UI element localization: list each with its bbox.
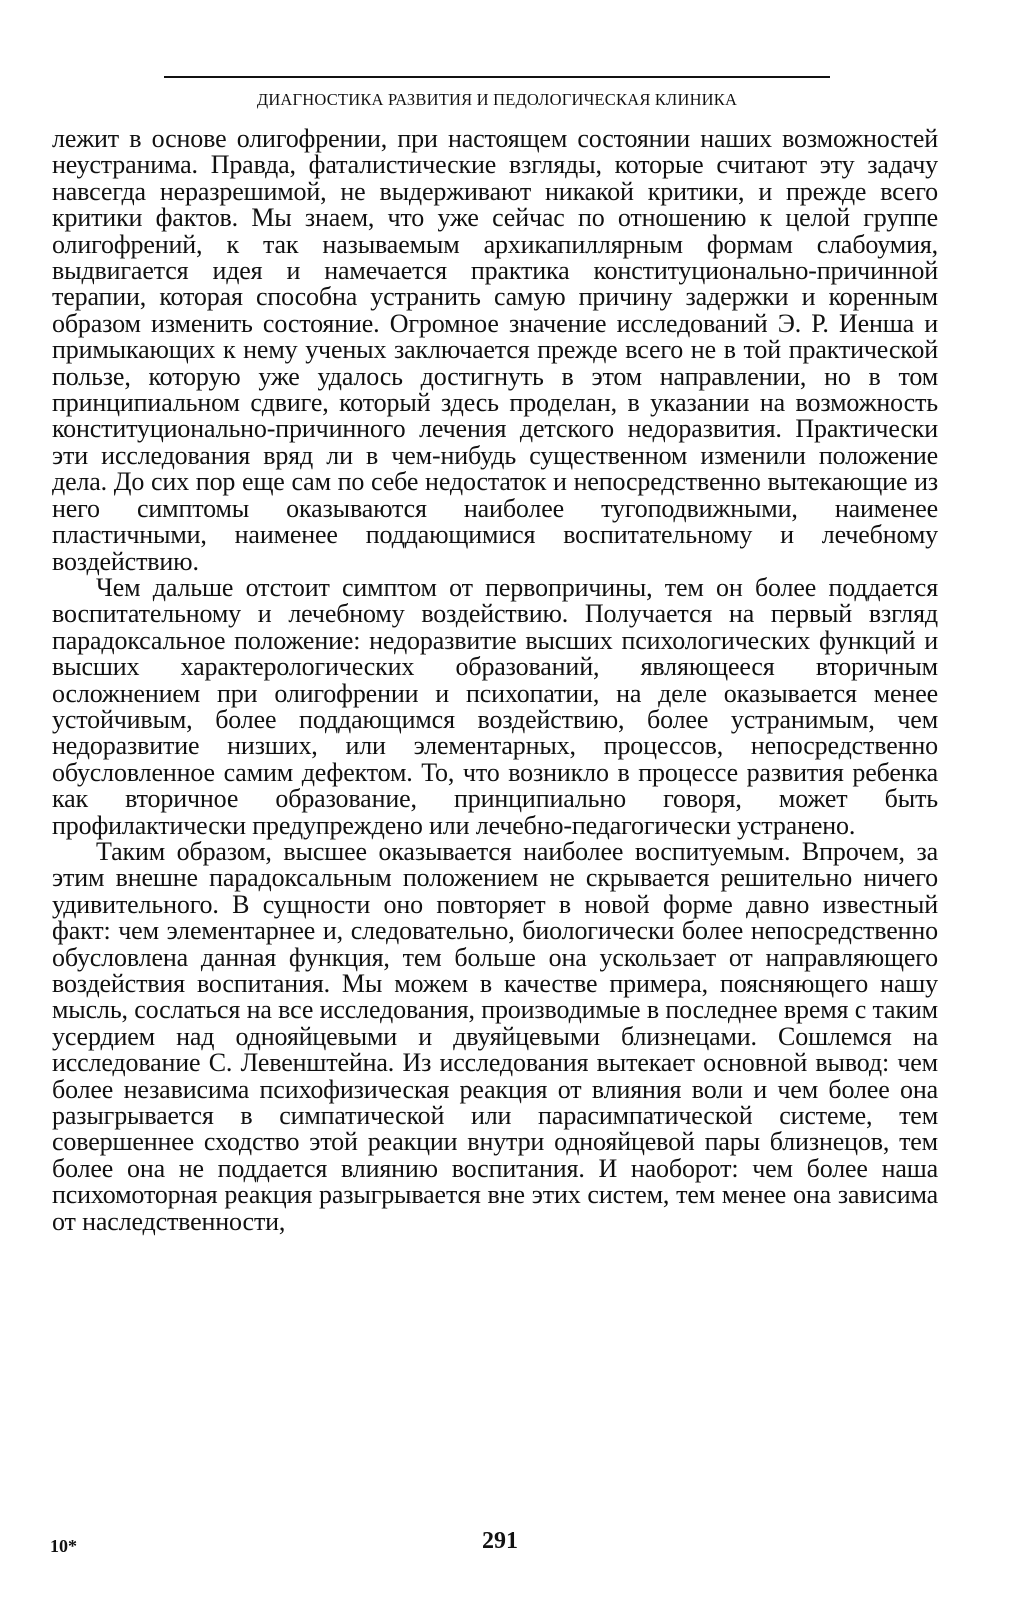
running-head: ДИАГНОСТИКА РАЗВИТИЯ И ПЕДОЛОГИЧЕСКАЯ КЛИНИКА <box>256 90 738 109</box>
page-number: 291 <box>482 1528 518 1554</box>
header-rule <box>164 76 830 78</box>
body-text <box>52 126 938 1235</box>
paragraph-3: Таким образом, высшее оказывается наиболее воспитуемым. Впрочем, за этим внешне парадоксальным положением не скрывается решительно ничего удивительного. В сущности оно повторяет в новой форме давно известный факт: чем элементарнее и, следовательно, биологически более непосредственно обусловлена данная функция, тем больше она ускользает от направляющего воздействия воспитания. Мы можем в качестве примера, поясняющего нашу мысль, сослаться на все исследования, производимые в последнее время с таким усердием над однояйцевыми и двуяйцевыми близнецами. Сошлемся на исследование С. Левенштейна. Из исследования вытекает основной вывод: чем более независима психофизическая реакция от влияния воли и чем более она разыгрывается в симпатической или парасимпатической системе, тем совершеннее сходство этой реакции внутри однояйцевой пары близнецов, тем более она не поддается влиянию воспитания. И наоборот: чем более наша психомоторная реакция разыгрывается вне этих систем, тем менее она зависима от наследственности, <box>52 836 938 1236</box>
paragraph-1: лежит в основе олигофрении, при настоящем состоянии наших возможностей неустранима. Правда, фаталистические взгляды, которые считают эту задачу навсегда неразрешимой, не выдерживают никакой критики, и прежде всего критики фактов. Мы знаем, что уже сейчас по отношению к целой группе олигофрений, к так называемым архикапиллярным формам слабоумия, выдвигается идея и намечается практика конституционально-причинной терапии, которая способна устранить самую причину задержки и коренным образом изменить состояние. Огромное значение исследований Э. Р. Иенша и примыкающих к нему ученых заключается прежде всего не в той практической пользе, которую уже удалось достигнуть в этом направлении, но в том принципиальном сдвиге, который здесь проделан, в указании на возможность конституционально-причинного лечения детского недоразвития. Практически эти исследования вряд ли в чем-нибудь существенном изменили положение дела. До сих пор еще сам по себе недостаток и непосредственно вытекающие из него симптомы оказываются наиболее тугоподвижными, наименее пластичными, наименее поддающимися воспитательному и лечебному воздействию. <box>52 124 938 576</box>
signature-mark: 10* <box>50 1536 77 1556</box>
paragraph-2: Чем дальше отстоит симптом от первопричины, тем он более поддается воспитательному и лечебному воздействию. Получается на первый взгляд парадоксальное положение: недоразвитие высших психологических функций и высших характерологических образований, являющееся вторичным осложнением при олигофрении и психопатии, на деле оказывается менее устойчивым, более поддающимся воздействию, более устранимым, чем недоразвитие низших, или элементарных, процессов, непосредственно обусловленное самим дефектом. То, что возникло в процессе развития ребенка как вторичное образование, принципиально говоря, может быть профилактически предупреждено или лечебно-педагогически устранено. <box>52 572 938 840</box>
